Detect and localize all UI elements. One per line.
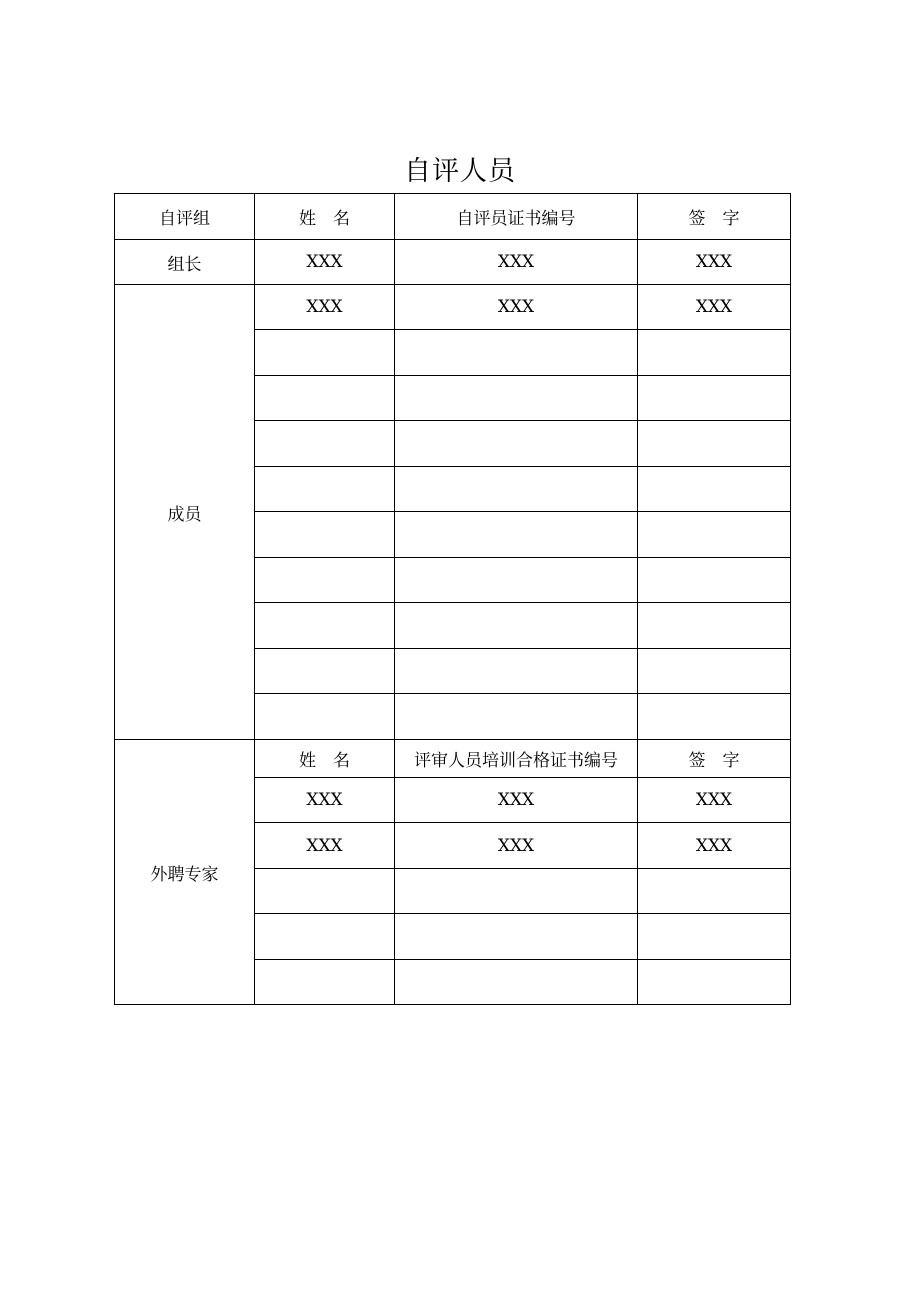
member-cert: [395, 649, 638, 694]
member-sign: [638, 649, 791, 694]
member-sign: [638, 512, 791, 558]
members-label: 成员: [115, 285, 255, 740]
member-sign: [638, 694, 791, 740]
member-cert: [395, 330, 638, 376]
header-sign: 签 字: [638, 194, 791, 240]
member-name: [255, 421, 395, 467]
member-sign: [638, 376, 791, 421]
member-name: [255, 512, 395, 558]
expert-name: [255, 960, 395, 1005]
header-name: 姓 名: [255, 194, 395, 240]
member-cert: [395, 421, 638, 467]
personnel-table: [114, 193, 791, 1005]
expert-cert: XXX: [395, 823, 638, 869]
experts-header-name: 姓 名: [255, 740, 395, 778]
member-cert: [395, 694, 638, 740]
member-sign: XXX: [638, 285, 791, 330]
member-sign: [638, 330, 791, 376]
experts-header-sign: 签 字: [638, 740, 791, 778]
expert-sign: XXX: [638, 823, 791, 869]
member-cert: [395, 512, 638, 558]
member-cert: [395, 558, 638, 603]
member-cert: [395, 603, 638, 649]
member-sign: [638, 603, 791, 649]
member-name: [255, 330, 395, 376]
member-name: [255, 467, 395, 512]
expert-name: XXX: [255, 823, 395, 869]
header-row: [115, 194, 791, 240]
member-name: [255, 558, 395, 603]
member-row: [115, 285, 791, 330]
expert-sign: [638, 869, 791, 914]
header-group: 自评组: [115, 194, 255, 240]
expert-name: [255, 914, 395, 960]
expert-sign: XXX: [638, 778, 791, 823]
leader-sign: XXX: [638, 240, 791, 285]
member-cert: [395, 467, 638, 512]
member-sign: [638, 558, 791, 603]
expert-sign: [638, 914, 791, 960]
experts-header-row: [115, 740, 791, 778]
member-name: [255, 649, 395, 694]
expert-cert: [395, 914, 638, 960]
member-sign: [638, 467, 791, 512]
experts-header-cert: 评审人员培训合格证书编号: [395, 740, 638, 778]
leader-row: [115, 240, 791, 285]
member-cert: XXX: [395, 285, 638, 330]
expert-cert: [395, 869, 638, 914]
leader-cert: XXX: [395, 240, 638, 285]
leader-name: XXX: [255, 240, 395, 285]
member-sign: [638, 421, 791, 467]
expert-sign: [638, 960, 791, 1005]
member-name: XXX: [255, 285, 395, 330]
expert-name: XXX: [255, 778, 395, 823]
expert-name: [255, 869, 395, 914]
header-cert: 自评员证书编号: [395, 194, 638, 240]
member-name: [255, 376, 395, 421]
member-name: [255, 603, 395, 649]
expert-cert: XXX: [395, 778, 638, 823]
experts-label: 外聘专家: [115, 740, 255, 1005]
leader-label: 组长: [115, 240, 255, 285]
member-cert: [395, 376, 638, 421]
page-title: 自评人员: [404, 156, 516, 187]
expert-cert: [395, 960, 638, 1005]
member-name: [255, 694, 395, 740]
